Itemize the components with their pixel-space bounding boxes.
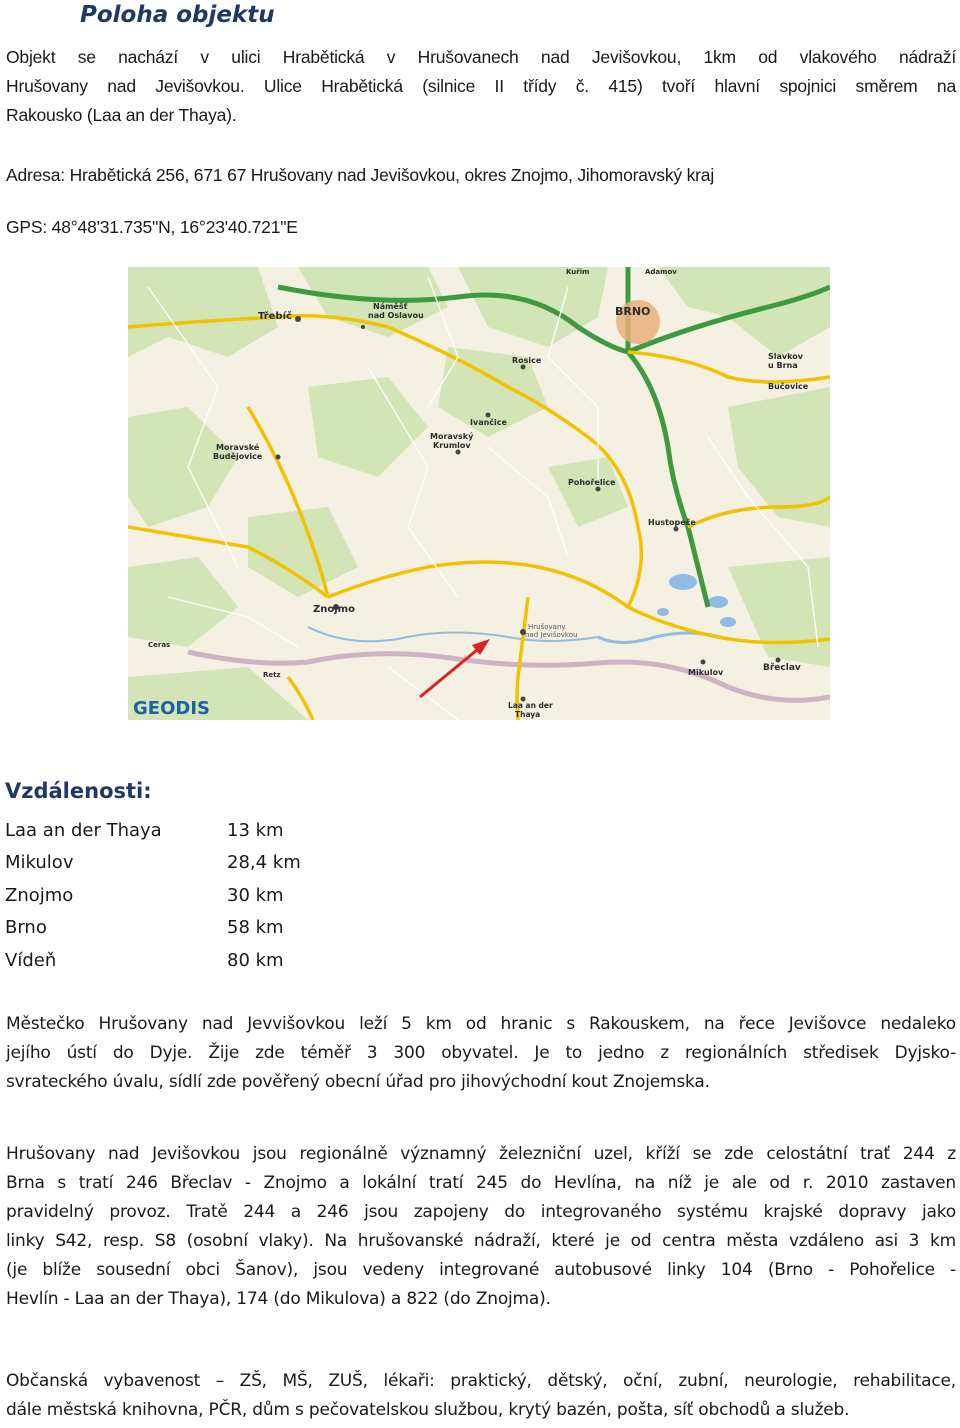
railway-paragraph bbox=[6, 1140, 956, 1314]
label-laa: Laa an der bbox=[508, 701, 553, 710]
location-map bbox=[128, 267, 830, 720]
label-hrusovany-2: nad Jevišovkou bbox=[525, 631, 578, 639]
label-retz: Retz bbox=[263, 671, 281, 679]
distance-km: 13 km bbox=[227, 819, 284, 841]
distance-row bbox=[5, 814, 347, 847]
label-breclav: Břeclav bbox=[763, 663, 801, 673]
label-hrusovany: Hrušovany bbox=[528, 623, 566, 631]
distance-km: 58 km bbox=[227, 917, 284, 939]
text-line: linky S42, resp. S8 (osobní vlaky). Na hrušovanské nádraží, které je od centra města vzdáleno asi 3 km bbox=[6, 1231, 956, 1251]
text-line: (je blíže sousední obci Šanov), jsou vedeny integrované autobusové linky 104 (Brno - Pohořelice - bbox=[6, 1260, 956, 1280]
label-mikulov: Mikulov bbox=[688, 668, 724, 677]
label-rosice: Rosice bbox=[512, 356, 542, 365]
distance-place: Znojmo bbox=[5, 884, 74, 906]
label-kurim: Kuřim bbox=[566, 268, 590, 276]
distance-km: 28,4 km bbox=[227, 852, 301, 874]
label-moravske-budejovice: Moravské bbox=[216, 443, 260, 452]
distance-km: 30 km bbox=[227, 884, 284, 906]
svg-text:GEODIS: GEODIS bbox=[133, 698, 210, 719]
label-adamov: Adamov bbox=[645, 268, 677, 276]
text-line: Městečko Hrušovany nad Jevvišovkou leží 5 km od hranic s Rakouskem, na řece Jevišovce nedaleko bbox=[6, 1014, 956, 1034]
distance-place: Laa an der Thaya bbox=[5, 819, 162, 841]
intro-paragraph bbox=[6, 43, 956, 130]
distance-row bbox=[5, 879, 347, 912]
page-title: Poloha objektu bbox=[80, 2, 275, 28]
text-line: svrateckého úvalu, sídlí zde pověřený obecní úřad pro jihovýchodní kout Znojemska. bbox=[6, 1072, 710, 1092]
text-line: jejího ústí do Dyje. Žije zde téměř 3 300 obyvatel. Je to jedno z regionálních středisek Dyjsko- bbox=[6, 1043, 956, 1063]
label-znojmo: Znojmo bbox=[313, 604, 355, 615]
label-ivancice: Ivančice bbox=[470, 418, 507, 427]
address-text: Adresa: Hrabětická 256, 671 67 Hrušovany nad Jevišovkou, okres Znojmo, Jihomoravský kraj bbox=[6, 165, 715, 185]
address-line bbox=[6, 161, 956, 190]
distance-row bbox=[5, 847, 347, 880]
label-ceras: Ceras bbox=[148, 641, 171, 649]
label-slavkov: Slavkov bbox=[768, 352, 803, 361]
distance-km: 80 km bbox=[227, 949, 284, 971]
distance-place: Brno bbox=[5, 917, 47, 939]
distances-table bbox=[5, 814, 347, 977]
distance-place: Vídeň bbox=[5, 949, 57, 971]
label-moravske-budejovice-2: Budějovice bbox=[213, 452, 263, 461]
distance-row bbox=[5, 944, 347, 977]
gps-line bbox=[6, 213, 956, 242]
text-line: dále městská knihovna, PČR, dům s pečovatelskou službou, krytý bazén, pošta, síť obchodů a služeb. bbox=[6, 1400, 850, 1420]
distances-title: Vzdálenosti: bbox=[5, 779, 152, 803]
label-laa-2: Thaya bbox=[515, 710, 541, 719]
label-namest: Náměšť bbox=[373, 302, 408, 311]
map-svg bbox=[128, 267, 830, 720]
text-line: pravidelný provoz. Tratě 244 a 246 jsou zapojeny do integrovaného systému krajské dopravy jako bbox=[6, 1202, 956, 1222]
label-namest-2: nad Oslavou bbox=[368, 311, 424, 320]
label-trebic: Třebíč bbox=[258, 311, 292, 322]
label-pohorelice: Pohořelice bbox=[568, 478, 616, 487]
distance-row bbox=[5, 912, 347, 945]
intro-line: Rakousko (Laa an der Thaya). bbox=[6, 105, 237, 125]
text-line: Občanská vybavenost – ZŠ, MŠ, ZUŠ, lékaři: praktický, dětský, oční, zubní, neurologie, rehabilitace, bbox=[6, 1371, 956, 1391]
label-brno: BRNO bbox=[615, 305, 651, 318]
gps-text: GPS: 48°48'31.735"N, 16°23'40.721"E bbox=[6, 217, 298, 237]
label-slavkov-2: u Brna bbox=[768, 361, 798, 370]
intro-line: Objekt se nachází v ulici Hrabětická v Hrušovanech nad Jevišovkou, 1km od vlakového nádraží bbox=[6, 47, 956, 67]
distance-place: Mikulov bbox=[5, 852, 74, 874]
town-paragraph bbox=[6, 1010, 956, 1097]
geodis-logo bbox=[133, 698, 210, 719]
text-line: Brna s tratí 246 Břeclav - Znojmo a lokální tratí 245 do Hevlína, na níž je ale od r. 2010 zastaven bbox=[6, 1173, 956, 1193]
intro-line: Hrušovany nad Jevišovkou. Ulice Hrabětická (silnice II třídy č. 415) tvoří hlavní spojnici směrem na bbox=[6, 76, 956, 96]
text-line: Hrušovany nad Jevišovkou jsou regionálně významný železniční uzel, kříží se zde celostátní trať 244 z bbox=[6, 1144, 956, 1164]
label-moravsky-krumlov-2: Krumlov bbox=[433, 441, 471, 450]
label-hustopece: Hustopeče bbox=[648, 518, 696, 527]
text-line: Hevlín - Laa an der Thaya), 174 (do Mikulova) a 822 (do Znojma). bbox=[6, 1289, 551, 1309]
label-moravsky-krumlov: Moravský bbox=[430, 432, 474, 441]
amenities-paragraph bbox=[6, 1367, 956, 1425]
label-bucovice: Bučovice bbox=[768, 382, 809, 391]
